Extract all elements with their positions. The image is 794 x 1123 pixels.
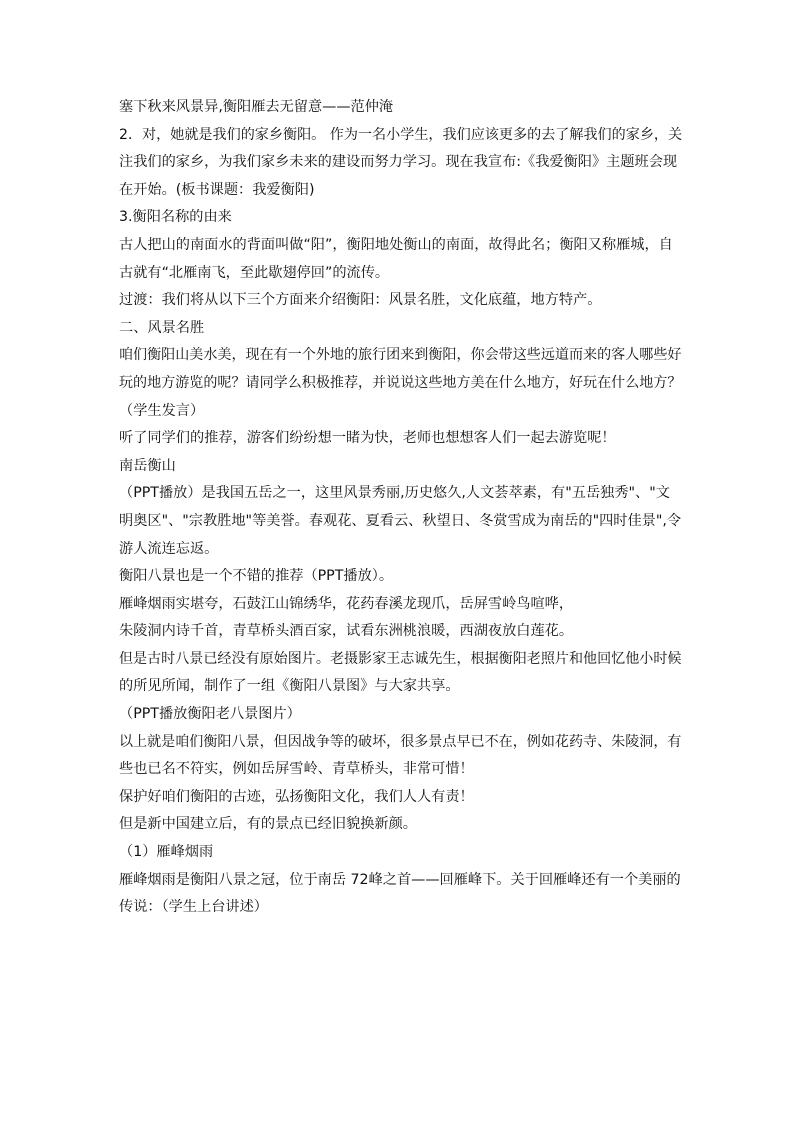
paragraph — [119, 701, 685, 729]
document-body — [119, 94, 685, 922]
paragraph — [119, 342, 685, 397]
paragraph — [119, 729, 685, 784]
paragraph — [119, 480, 685, 563]
text-line: 朱陵洞内诗千首，青草桥头酒百家，试看东洲桃浪暖，西湖夜放白莲花。 — [119, 623, 574, 640]
text-line: 玩的地方游览的呢？请同学么积极推荐，并说说这些地方美在什么地方，好玩在什么地方？ — [119, 374, 682, 391]
paragraph — [119, 563, 685, 591]
text-line: 明奥区"、"宗教胜地"等美誉。春观花、夏看云、秋望日、冬赏雪成为南岳的"四时佳景",令 — [119, 512, 682, 529]
text-line: 但是新中国建立后，有的景点已经旧貌换新颜。 — [119, 816, 417, 833]
paragraph — [119, 122, 685, 205]
text-line: 雁峰烟雨是衡阳八景之冠，位于南岳 72峰之首——回雁峰下。关于回雁峰还有一个美丽的 — [119, 871, 681, 888]
paragraph — [119, 398, 685, 426]
text-line: 古人把山的南面水的背面叫做“阳”，衡阳地处衡山的南面，故得此名；衡阳又称雁城，自 — [119, 236, 673, 253]
text-line: 些也已名不符实，例如岳屏雪岭、青草桥头，非常可惜！ — [119, 761, 474, 778]
paragraph — [119, 839, 685, 867]
text-line: 雁峰烟雨实堪夸，石鼓江山锦绣华，花药春溪龙现爪，岳屏雪岭鸟喧哗， — [119, 595, 574, 612]
text-line: 保护好咱们衡阳的古迹，弘扬衡阳文化，我们人人有责！ — [119, 788, 474, 805]
paragraph — [119, 811, 685, 839]
text-line: 的所见所闻，制作了一组《衡阳八景图》与大家共享。 — [119, 678, 460, 695]
paragraph — [119, 425, 685, 453]
text-line: 过渡：我们将从以下三个方面来介绍衡阳：风景名胜，文化底蕴，地方特产。 — [119, 292, 602, 309]
paragraph — [119, 287, 685, 315]
text-line: 南岳衡山 — [119, 457, 176, 474]
text-line: 3.衡阳名称的由来 — [119, 209, 232, 226]
text-line: 二、风景名胜 — [119, 319, 205, 336]
paragraph — [119, 784, 685, 812]
paragraph — [119, 618, 685, 646]
text-line: （PPT播放）是我国五岳之一，这里风景秀丽,历史悠久,人文荟萃素，有"五岳独秀"、"文 — [119, 485, 670, 502]
paragraph — [119, 591, 685, 619]
text-line: 以上就是咱们衡阳八景，但因战争等的破坏，很多景点早已不在，例如花药寺、朱陵洞，有 — [119, 733, 682, 750]
paragraph — [119, 867, 685, 922]
paragraph — [119, 646, 685, 701]
text-line: 但是古时八景已经没有原始图片。老摄影家王志诚先生，根据衡阳老照片和他回忆他小时候 — [119, 650, 682, 667]
paragraph — [119, 94, 685, 122]
text-line: 听了同学们的推荐，游客们纷纷想一睹为快，老师也想想客人们一起去游览呢！ — [119, 430, 616, 447]
paragraph — [119, 232, 685, 287]
text-line: 2．对，她就是我们的家乡衡阳。 作为一名小学生，我们应该更多的去了解我们的家乡，关 — [119, 126, 683, 143]
text-line: 游人流连忘返。 — [119, 540, 219, 557]
text-line: （PPT播放衡阳老八景图片） — [119, 706, 301, 723]
text-line: （学生发言） — [119, 402, 205, 419]
paragraph — [119, 315, 685, 343]
text-line: 塞下秋来风景异,衡阳雁去无留意——范仲淹 — [119, 99, 394, 115]
text-line: 在开始。(板书课题：我爱衡阳) — [119, 181, 315, 198]
text-line: 注我们的家乡，为我们家乡未来的建设而努力学习。现在我宣布:《我爱衡阳》主题班会现 — [119, 154, 678, 171]
paragraph — [119, 204, 685, 232]
text-line: 衡阳八景也是一个不错的推荐（PPT播放）。 — [119, 568, 394, 585]
text-line: 传说：（学生上台讲述） — [119, 899, 268, 916]
text-line: 古就有“北雁南飞，至此歇翅停回”的流传。 — [119, 264, 390, 281]
paragraph — [119, 453, 685, 481]
text-line: （1）雁峰烟雨 — [119, 844, 214, 861]
text-line: 咱们衡阳山美水美，现在有一个外地的旅行团来到衡阳，你会带这些远道而来的客人哪些好 — [119, 347, 682, 364]
